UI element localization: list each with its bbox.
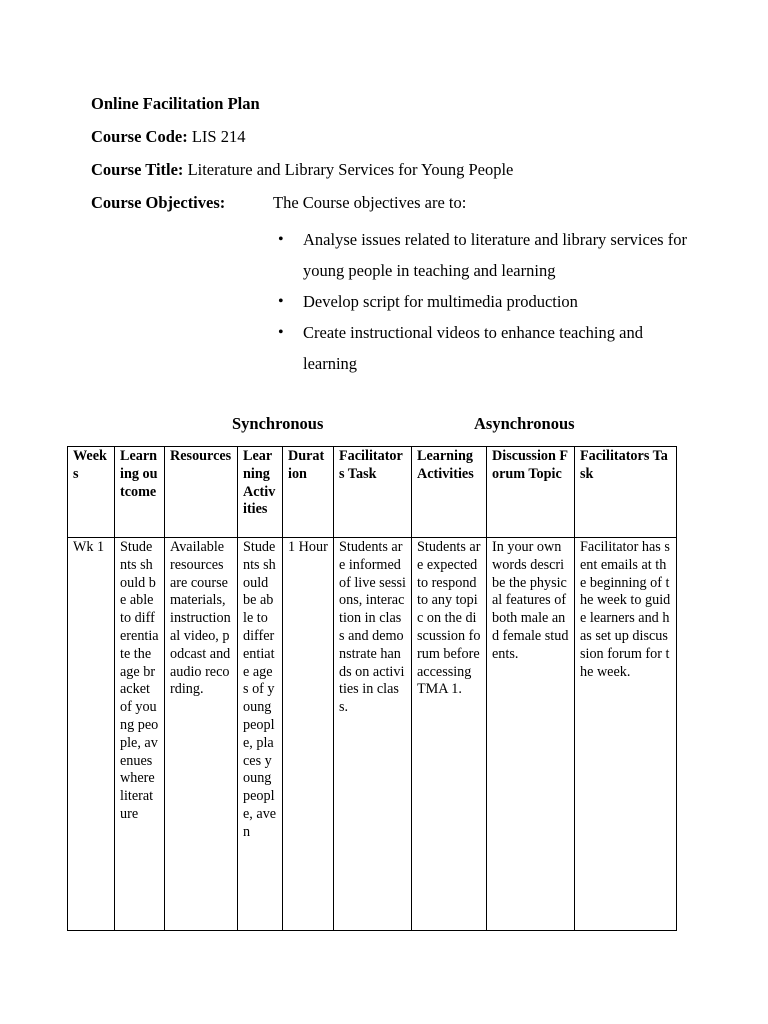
objective-item: • Analyse issues related to literature and library services for young people in teaching and learning (273, 224, 693, 286)
course-title-value: Literature and Library Services for Young People (187, 160, 514, 179)
cell-discussion-forum-topic: In your own words describe the physical features of both male and female students. (487, 538, 575, 931)
cell-week: Wk 1 (68, 538, 115, 931)
objective-item: • Create instructional videos to enhance teaching and learning (273, 317, 693, 379)
course-title-line (91, 160, 513, 180)
cell-facilitators-task-sync: Students are informed of live sessions, interaction in class and demonstrate hands on activities in class. (334, 538, 412, 931)
header-learning-activities-async: Learning Activities (412, 447, 487, 538)
cell-resources: Available resources are course materials, instructional video, podcast and audio recording. (165, 538, 238, 931)
asynchronous-label: Asynchronous (474, 414, 575, 433)
cell-learning-activities-sync: Students should be able to differentiate ages of young people, places young people, aven (238, 538, 283, 931)
bullet-icon: • (278, 231, 284, 248)
table-row (68, 538, 677, 931)
cell-learning-outcome: Students should be able to differentiate the age bracket of young people, avenues where literature (115, 538, 165, 931)
header-facilitators-task-sync: Facilitators Task (334, 447, 412, 538)
header-learning-activities-sync: Learning Activities (238, 447, 283, 538)
course-code-line (91, 127, 245, 147)
course-code-label: Course Code: (91, 127, 188, 146)
header-weeks: Weeks (68, 447, 115, 538)
header-duration: Duration (283, 447, 334, 538)
header-resources: Resources (165, 447, 238, 538)
header-discussion-forum-topic: Discussion Forum Topic (487, 447, 575, 538)
document-title: Online Facilitation Plan (91, 94, 260, 113)
facilitation-table (67, 446, 677, 931)
header-learning-outcome: Learning outcome (115, 447, 165, 538)
course-code-value: LIS 214 (191, 127, 246, 146)
course-objectives-label: Course Objectives: (91, 193, 226, 212)
bullet-icon: • (278, 324, 284, 341)
bullet-icon: • (278, 293, 284, 310)
course-title-label: Course Title: (91, 160, 184, 179)
cell-learning-activities-async: Students are expected to respond to any topic on the discussion forum before accessing TMA 1. (412, 538, 487, 931)
objectives-list (273, 224, 693, 379)
cell-facilitators-task-async: Facilitator has sent emails at the beginning of the week to guide learners and has set up discussion forum for the week. (575, 538, 677, 931)
objective-item: • Develop script for multimedia production (273, 286, 693, 317)
cell-duration: 1 Hour (283, 538, 334, 931)
table-header-row (68, 447, 677, 538)
header-facilitators-task-async: Facilitators Task (575, 447, 677, 538)
objectives-intro: The Course objectives are to: (273, 193, 467, 212)
synchronous-label: Synchronous (232, 414, 324, 433)
